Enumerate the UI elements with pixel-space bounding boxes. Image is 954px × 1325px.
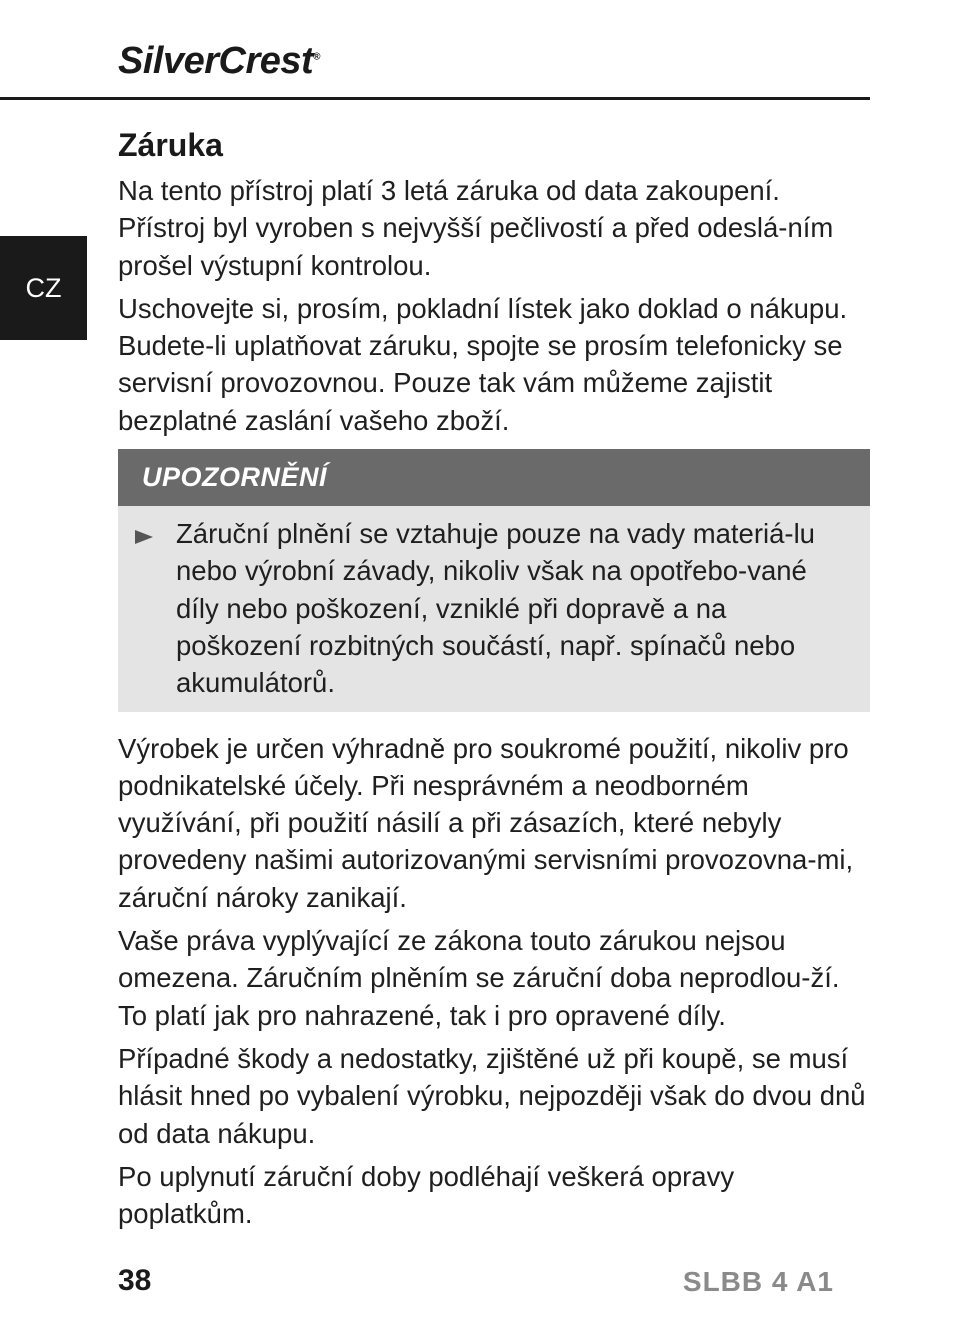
language-tab <box>0 236 87 340</box>
notice-text: Záruční plnění se vztahuje pouze na vady materiá-lu nebo výrobní závady, nikoliv však na opotřebo-vané díly nebo poškození, vzniklé při dopravě a na poškození rozbitných součástí, např. spínačů nebo akumulátorů. <box>176 518 815 699</box>
rights-paragraph: Vaše práva vyplývající ze zákona touto zárukou nejsou omezena. Záručním plněním se záruční doba neprodlou-ží. To platí jak pro nahrazené, tak i pro opravené díly. <box>118 925 840 1031</box>
notice-box <box>118 449 870 711</box>
section-title: Záruka <box>118 127 223 163</box>
model-number: SLBB 4 A1 <box>682 1266 834 1297</box>
header-divider <box>0 97 870 100</box>
warranty-paragraph: Na tento přístroj platí 3 letá záruka od data zakoupení. Přístroj byl vyroben s nejvyšší pečlivostí a před odeslá-ním prošel výstupní kontrolou. <box>118 175 834 281</box>
language-label: CZ <box>25 272 62 303</box>
damage-paragraph: Případné škody a nedostatky, zjištěné už při koupě, se musí hlásit hned po vybalení výrobku, nejpozději však do dvou dnů od data nákupu. <box>118 1042 866 1149</box>
usage-paragraph: Výrobek je určen výhradně pro soukromé použití, nikoliv pro podnikatelské účely. Při nesprávném a neodborném využívání, při použití násilí a při zásazích, které nebyly provedeny našimi autorizovanými servisními provozovna-mi, záruční nároky zanikají. <box>118 732 854 913</box>
notice-heading: UPOZORNĚNÍ <box>118 449 870 506</box>
brand-name: SilverCrest <box>118 40 314 82</box>
brand-logo <box>118 40 320 83</box>
arrow-right-icon <box>135 530 153 544</box>
page-content <box>118 124 870 1238</box>
page-number: 38 <box>118 1264 152 1297</box>
registered-mark: ® <box>313 51 321 63</box>
fees-paragraph: Po uplynutí záruční doby podléhají veškerá opravy poplatkům. <box>118 1160 735 1230</box>
notice-body <box>118 506 870 711</box>
receipt-paragraph: Uschovejte si, prosím, pokladní lístek jako doklad o nákupu. Budete-li uplatňovat záruku, spojte se prosím telefonicky se servisní provozovnou. Pouze tak vám můžeme zajistit bezplatné zaslání vašeho zboží. <box>118 292 848 436</box>
